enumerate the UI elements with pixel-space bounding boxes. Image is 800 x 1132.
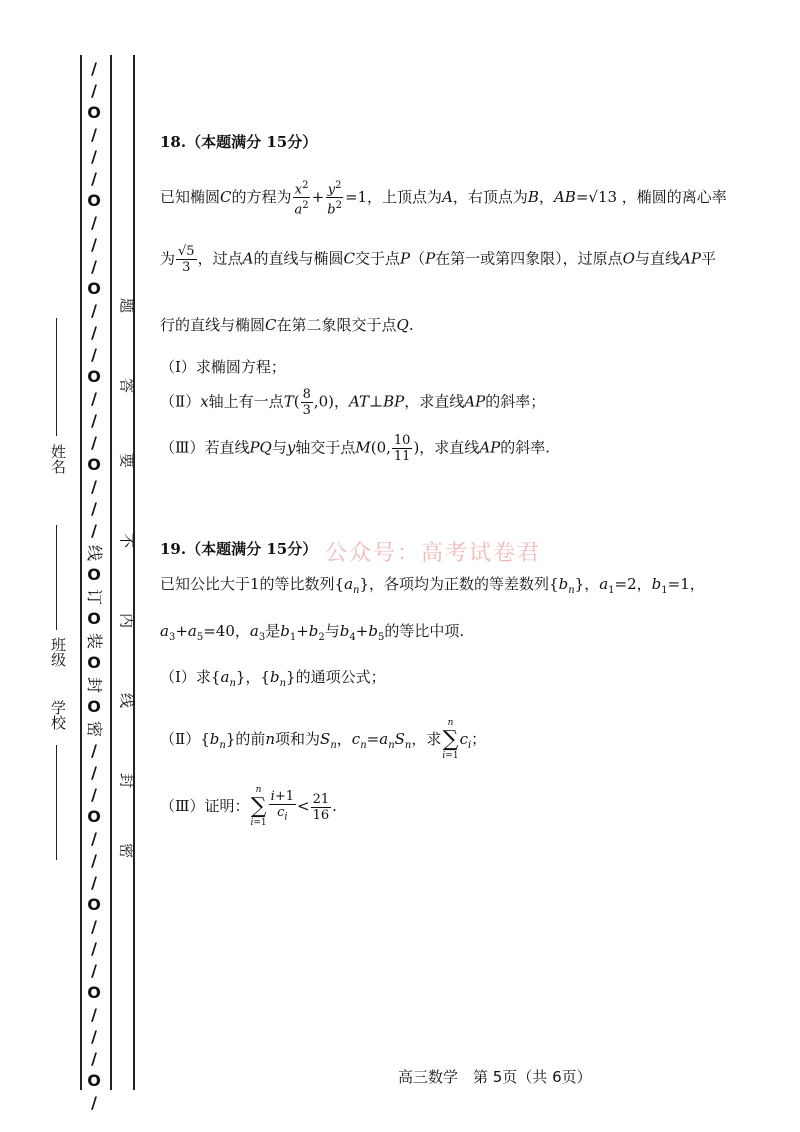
rail-slash: / (91, 1005, 97, 1024)
q19-header: 19.（本题满分 15分） (160, 540, 318, 558)
school-label: 学校 (49, 700, 67, 730)
rail-slash: / (91, 1093, 97, 1112)
rail-line-mid (110, 55, 112, 1090)
class-label: 班级 (49, 637, 67, 667)
binding-rail (83, 58, 105, 1112)
class-underline (56, 525, 57, 630)
rail-slash: / (91, 147, 97, 166)
rail-slash: / (91, 59, 97, 78)
rail-binding-word: 装 (84, 632, 104, 650)
q18-line2: 为 $\frac{√5}{3}$ ，过点A的直线与椭圆C交于点P（P在第一或第四象限），过原点O与直线AP平 (160, 244, 716, 275)
school-underline (56, 745, 57, 860)
q18-part2: （Ⅱ）x轴上有一点T( $\frac{8}{3}$ ,0)，AT⊥BP，求直线AP的斜率； (160, 387, 546, 418)
rail-binding-word: 订 (84, 588, 104, 606)
rail-slash: / (91, 301, 97, 320)
q19-line2: $a_3+a_5=40$，$a_3$是$b_1+b_2$与$b_4+b_5$的等比中项. (160, 622, 465, 643)
rail-slash: / (91, 741, 97, 760)
rail-binding-word: 封 (84, 676, 104, 694)
name-underline (56, 318, 57, 436)
seal-word: 题 (117, 297, 136, 313)
rail-line-left (80, 55, 82, 1090)
rail-slash: / (91, 851, 97, 870)
rail-slash: / (91, 433, 97, 452)
rail-circle: O (87, 609, 101, 628)
rail-circle: O (87, 367, 101, 386)
seal-word: 不 (117, 532, 136, 548)
page-footer: 高三数学 第 5页（共 6页） (398, 1068, 592, 1086)
q19-line1: 已知公比大于1的等比数列$\{a_n\}$，各项均为正数的等差数列$\{b_n\}$，$a_1=2$，$b_1=1$， (160, 575, 705, 596)
rail-line-right (133, 55, 135, 1090)
seal-word: 答 (117, 377, 136, 393)
rail-slash: / (91, 873, 97, 892)
rail-binding-word: 线 (84, 544, 104, 562)
rail-slash: / (91, 521, 97, 540)
rail-circle: O (87, 103, 101, 122)
q19-part1: （Ⅰ）求$\{a_n\}$，$\{b_n\}$的通项公式； (160, 668, 386, 689)
rail-circle: O (87, 895, 101, 914)
q18-part3: （Ⅲ）若直线PQ与y轴交于点M(0, $\frac{10}{11}$ )，求直线AP的斜率. (160, 433, 551, 464)
rail-circle: O (87, 565, 101, 584)
rail-slash: / (91, 1027, 97, 1046)
rail-circle: O (87, 697, 101, 716)
name-label: 姓名 (49, 444, 67, 474)
rail-slash: / (91, 235, 97, 254)
rail-slash: / (91, 257, 97, 276)
q19-part3: （Ⅲ）证明： n ∑ i=1 $\frac{i+1}{c_i}$ < $\frac{21}{16}$ . (160, 785, 337, 828)
seal-word: 内 (117, 612, 136, 628)
rail-slash: / (91, 961, 97, 980)
q19-part2: $(Ⅱ)\{b_n\}$的前n项和为$S_n$，$c_n=a_nS_n$，求 n ∑ i=1 $c_i$； (160, 718, 487, 761)
rail-circle: O (87, 279, 101, 298)
rail-slash: / (91, 213, 97, 232)
rail-slash: / (91, 345, 97, 364)
rail-slash: / (91, 785, 97, 804)
rail-slash: / (91, 477, 97, 496)
rail-slash: / (91, 829, 97, 848)
rail-slash: / (91, 169, 97, 188)
rail-circle: O (87, 653, 101, 672)
q18-line1: 已知椭圆C的方程为 $\frac{x^2}{a^2}$ + $\frac{y^2}{b^2}$ =1，上顶点为A，右顶点为B，AB=√13 ，椭圆的离心率 (160, 180, 727, 218)
rail-slash: / (91, 917, 97, 936)
rail-slash: / (91, 81, 97, 100)
rail-slash: / (91, 389, 97, 408)
rail-circle: O (87, 191, 101, 210)
rail-slash: / (91, 411, 97, 430)
rail-circle: O (87, 983, 101, 1002)
rail-circle: O (87, 807, 101, 826)
rail-slash: / (91, 125, 97, 144)
q18-part1: （Ⅰ）求椭圆方程； (160, 358, 286, 376)
seal-word: 密 (117, 842, 136, 858)
q18-line3: 行的直线与椭圆C在第二象限交于点Q. (160, 316, 414, 334)
q18-header: 18.（本题满分 15分） (160, 133, 318, 151)
rail-slash: / (91, 939, 97, 958)
rail-circle: O (87, 455, 101, 474)
rail-slash: / (91, 323, 97, 342)
seal-word: 要 (117, 452, 136, 468)
rail-slash: / (91, 763, 97, 782)
seal-word: 封 (117, 772, 136, 788)
rail-slash: / (91, 499, 97, 518)
rail-slash: / (91, 1049, 97, 1068)
rail-binding-word: 密 (84, 720, 104, 738)
watermark: 公众号：高考试卷君 (325, 541, 542, 566)
seal-word: 线 (117, 692, 136, 708)
rail-circle: O (87, 1071, 101, 1090)
